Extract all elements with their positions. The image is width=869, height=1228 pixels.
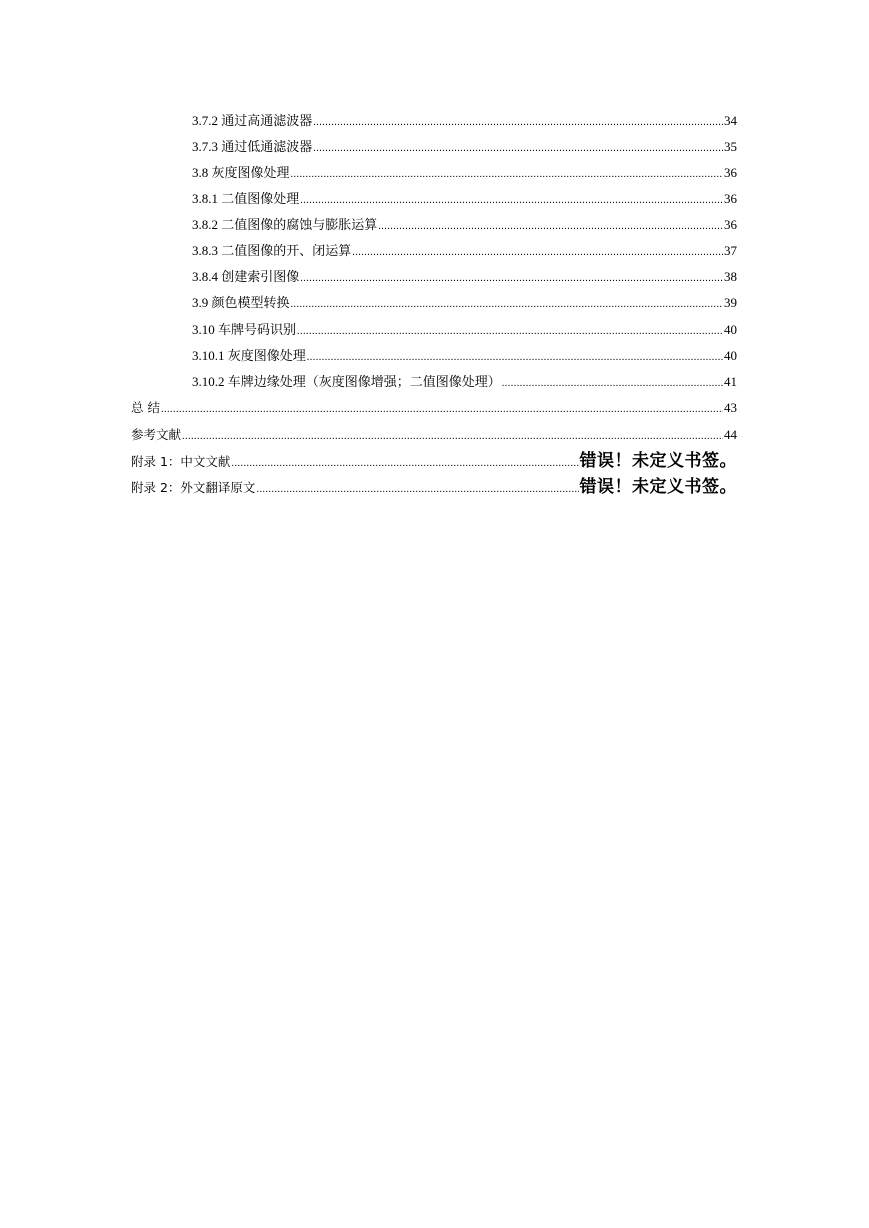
toc-entry-label: 参考文献 [131,427,182,442]
toc-entry-label: 3.8.2 二值图像的腐蚀与膨胀运算 [192,217,378,232]
toc-entry-page: 44 [724,427,737,442]
toc-entry-page: 40 [724,348,737,363]
toc-entry-label: 总 结 [131,400,160,415]
toc-dot-leader [378,217,723,237]
toc-entry-label: 附录 2：外文翻译原文 [131,480,256,495]
toc-entry[interactable] [192,111,737,131]
toc-entry[interactable] [192,241,737,261]
toc-entry[interactable] [192,372,737,392]
toc-entry-label: 3.7.3 通过低通滤波器 [192,139,313,154]
toc-entry[interactable] [131,477,737,497]
toc-entry-label: 附录 1：中文文献 [131,454,231,469]
toc-dot-leader [313,113,723,133]
toc-entry-label: 3.8.3 二值图像的开、闭运算 [192,243,352,258]
toc-entry[interactable] [192,346,737,366]
toc-entry-label: 3.8 灰度图像处理 [192,165,290,180]
toc-entry-label: 3.10.2 车牌边缘处理（灰度图像增强；二值图像处理） [192,374,501,389]
toc-dot-leader [307,348,723,368]
toc-entry[interactable] [192,267,737,287]
toc-entry-page: 35 [724,139,737,154]
toc-entry-label: 3.10 车牌号码识别 [192,322,297,337]
toc-entry-page-error: 错误！未定义书签。 [579,451,737,471]
toc-entry-label: 3.10.1 灰度图像处理 [192,348,306,363]
toc-entry-page: 39 [724,295,737,310]
toc-entry[interactable] [192,163,737,183]
toc-dot-leader [297,322,723,342]
toc-entry-label: 3.7.2 通过高通滤波器 [192,113,313,128]
toc-dot-leader [256,480,578,500]
toc-dot-leader [182,427,723,447]
toc-entry-page: 40 [724,322,737,337]
toc-dot-leader [313,139,723,159]
toc-entry[interactable] [131,398,737,418]
toc-entry-label: 3.8.4 创建索引图像 [192,269,300,284]
toc-entry-label: 3.9 颜色模型转换 [192,295,290,310]
toc-entry-page: 41 [724,374,737,389]
toc-entry-page: 43 [724,400,737,415]
toc-entry-page-error: 错误！未定义书签。 [579,477,737,497]
toc-entry-page: 36 [724,165,737,180]
toc-entry[interactable] [192,320,737,340]
toc-entry[interactable] [192,215,737,235]
toc-entry[interactable] [192,189,737,209]
toc-entry-label: 3.8.1 二值图像处理 [192,191,300,206]
toc-dot-leader [300,269,723,289]
toc-dot-leader [291,295,723,315]
toc-dot-leader [231,454,578,474]
toc-dot-leader [291,165,723,185]
toc-entry-page: 36 [724,191,737,206]
toc-entry[interactable] [192,293,737,313]
toc-entry-page: 36 [724,217,737,232]
toc-dot-leader [352,243,723,263]
toc-entry-page: 34 [724,113,737,128]
toc-entry[interactable] [131,425,737,445]
toc-entry-page: 37 [724,243,737,258]
toc-dot-leader [502,374,723,394]
toc-dot-leader [161,400,723,420]
toc-entry-page: 38 [724,269,737,284]
toc-dot-leader [300,191,723,211]
toc-entry[interactable] [131,451,737,471]
toc-entry[interactable] [192,137,737,157]
